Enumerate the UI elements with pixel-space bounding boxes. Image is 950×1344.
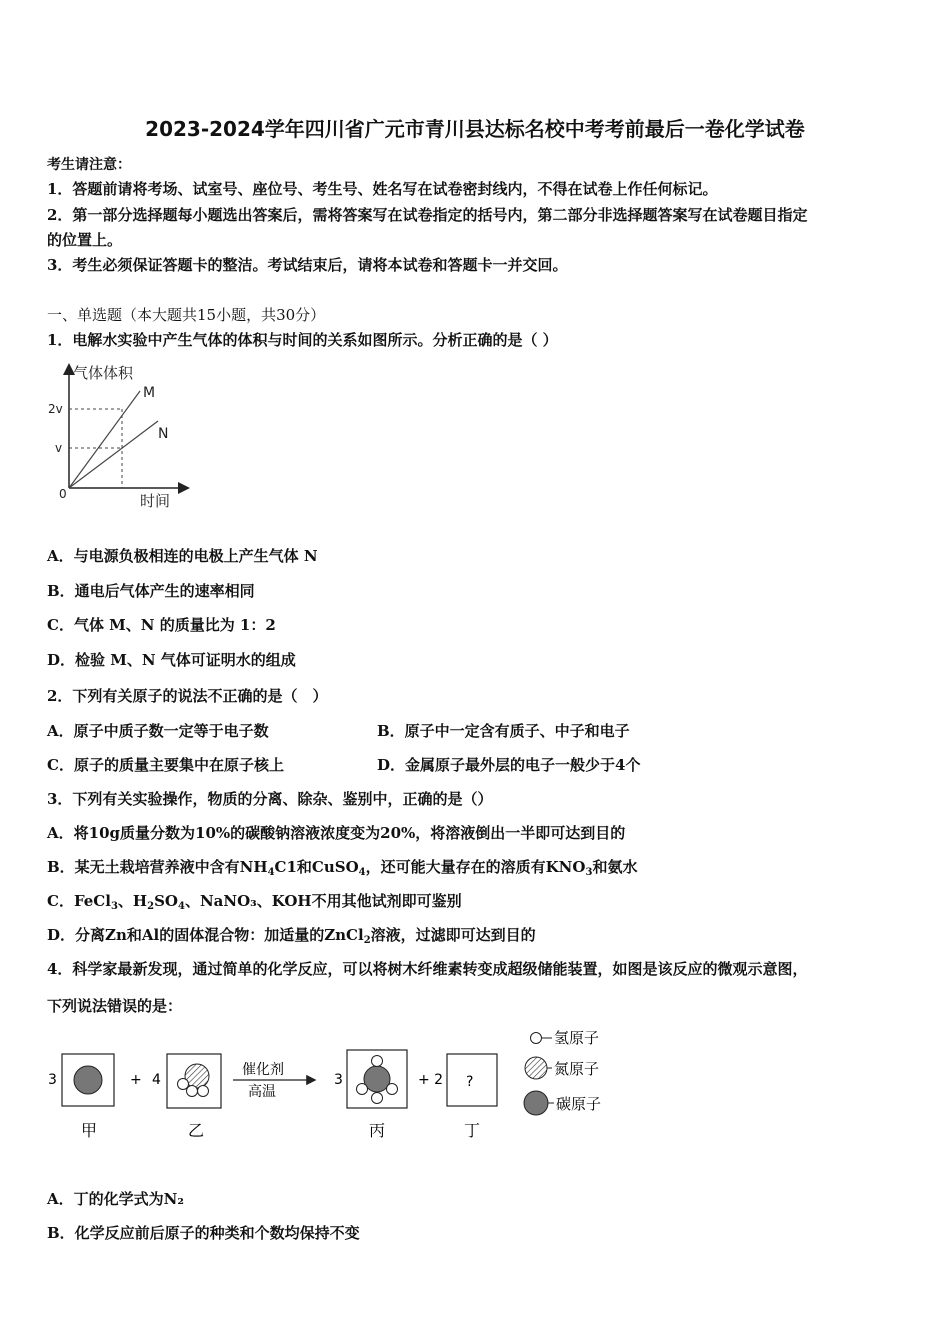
legend-nitrogen-icon [525, 1057, 547, 1079]
q2-option-c: C．原子的质量主要集中在原子核上 [47, 756, 284, 774]
section-heading: 一、单选题（本大题共15小题，共30分） [47, 306, 326, 324]
hydrogen-atom [198, 1086, 209, 1097]
name-bing: 丙 [369, 1121, 386, 1140]
q3-option-b: B．某无土栽培营养液中含有$NH_4C1$和CuSO$_4$，还可能大量存在的溶质有$KNO_3$和氨水 [47, 858, 638, 878]
plus-2: + 2 [418, 1072, 444, 1088]
q4-option-b: B．化学反应前后原子的种类和个数均保持不变 [47, 1224, 360, 1242]
coef-bing: 3 [334, 1072, 343, 1088]
condition-top: 催化剂 [242, 1062, 284, 1078]
graph-xlabel: 时间 [140, 492, 171, 510]
graph-ylabel: 气体体积 [73, 364, 134, 382]
notice-item-2: 2．第一部分选择题每小题选出答案后，需将答案写在试卷指定的括号内，第二部分非选择题答案写在试卷题目指定 [47, 206, 808, 224]
hydrogen-atom [187, 1086, 198, 1097]
q2-stem: 2．下列有关原子的说法不正确的是（ ） [47, 687, 328, 705]
q1-option-d: D．检验 M、N 气体可证明水的组成 [47, 651, 296, 669]
q1-stem: 1．电解水实验中产生气体的体积与时间的关系如图所示。分析正确的是（ ） [47, 331, 558, 349]
coef-jia: 3 [48, 1072, 57, 1088]
line-m [69, 391, 140, 488]
q4-option-a: A．丁的化学式为N₂ [47, 1190, 184, 1208]
hydrogen-atom [387, 1084, 398, 1095]
legend-carbon-icon [524, 1091, 548, 1115]
q2-option-b: B．原子中一定含有质子、中子和电子 [377, 722, 630, 740]
q1-option-b: B．通电后气体产生的速率相同 [47, 582, 255, 600]
q1-volume-time-graph [45, 358, 205, 518]
hydrogen-atom [372, 1093, 383, 1104]
q4-reaction-diagram [40, 1022, 640, 1147]
label-m: M [143, 385, 156, 401]
legend-hydrogen-icon [531, 1033, 542, 1044]
condition-bottom: 高温 [248, 1084, 276, 1100]
q2-option-a: A．原子中质子数一定等于电子数 [47, 722, 269, 740]
legend-carbon: 碳原子 [556, 1095, 602, 1113]
coef-yi: 4 [152, 1072, 161, 1088]
graph-tick-v: v [55, 441, 63, 455]
name-yi: 乙 [188, 1121, 205, 1140]
unknown-product: ? [466, 1074, 474, 1090]
q4-stem-2: 下列说法错误的是： [47, 997, 183, 1015]
q1-option-c: C．气体 M、N 的质量比为 1：2 [47, 616, 276, 634]
hydrogen-atom [178, 1079, 189, 1090]
notice-item-1: 1．答题前请将考场、试室号、座位号、考生号、姓名写在试卷密封线内，不得在试卷上作任何标记。 [47, 180, 718, 198]
q3-stem: 3．下列有关实验操作，物质的分离、除杂、鉴别中，正确的是（） [47, 790, 493, 808]
graph-tick-2v: 2v [48, 402, 63, 416]
q2-option-d: D．金属原子最外层的电子一般少于4个 [377, 756, 641, 774]
notice-item-3: 3．考生必须保证答题卡的整洁。考试结束后，请将本试卷和答题卡一并交回。 [47, 256, 568, 274]
q4-stem-1: 4．科学家最新发现，通过简单的化学反应，可以将树木纤维素转变成超级储能装置，如图是该反应的微观示意图， [47, 960, 808, 978]
q1-option-a: A．与电源负极相连的电极上产生气体 N [47, 547, 318, 565]
name-jia: 甲 [81, 1121, 98, 1140]
label-n: N [158, 426, 169, 442]
name-ding: 丁 [464, 1121, 481, 1140]
notice-item-2-cont: 的位置上。 [47, 231, 123, 249]
carbon-atom [74, 1066, 102, 1094]
notice-heading: 考生请注意： [47, 157, 131, 173]
legend-hydrogen: 氢原子 [554, 1029, 600, 1047]
plus-1: + [130, 1072, 142, 1088]
page-title: 2023-2024学年四川省广元市青川县达标名校中考考前最后一卷化学试卷 [145, 117, 805, 141]
q3-option-d: D．分离Zn和Al的固体混合物：加适量的ZnCl$_2$溶液，过滤即可达到目的 [47, 926, 536, 946]
q3-option-c: C．FeCl$_3$、$H_2SO_4$、NaNO₃、KOH不用其他试剂即可鉴别 [47, 892, 462, 912]
q3-option-a: A．将10g质量分数为10%的碳酸钠溶液浓度变为20%，将溶液倒出一半即可达到目的 [47, 824, 626, 842]
legend-nitrogen: 氮原子 [554, 1060, 600, 1078]
line-n [69, 421, 158, 488]
hydrogen-atom [357, 1084, 368, 1095]
graph-origin: 0 [59, 487, 67, 501]
hydrogen-atom [372, 1056, 383, 1067]
